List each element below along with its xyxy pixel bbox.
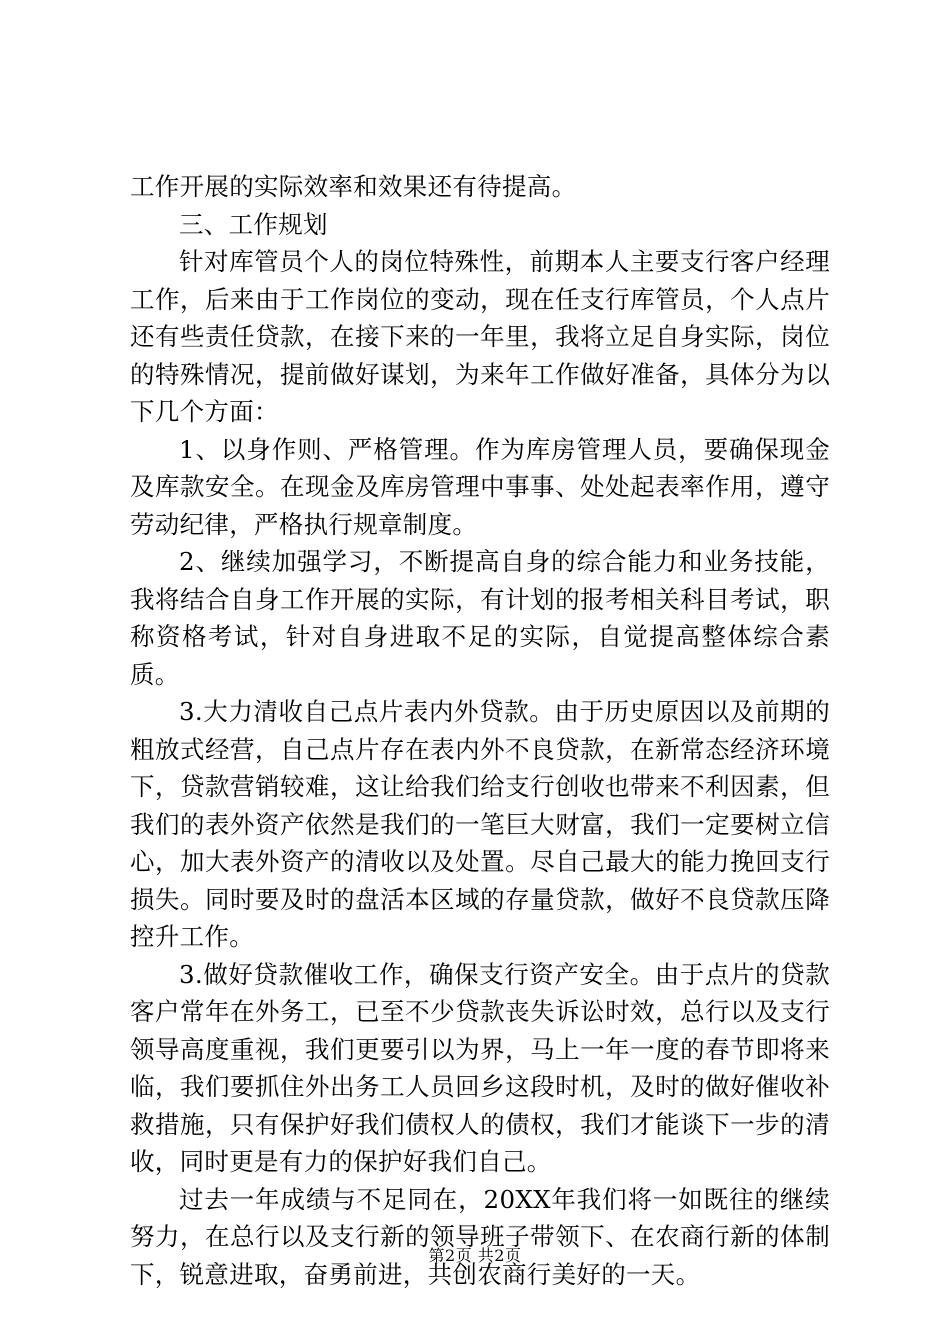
paragraph-item-3b: 3.做好贷款催收工作，确保支行资产安全。由于点片的贷款客户常年在外务工，已至不少贷款丧失诉讼时效，总行以及支行领导高度重视，我们更要引以为界，马上一年一度的春节即将来临，我们要抓住外出务工人员回乡这段时机，及时的做好催收补救措施，只有保护好我们债权人的债权，我们才能谈下一步的清收，同时更是有力的保护好我们自己。 [130, 959, 830, 1176]
paragraph-item-1: 1、以身作则、严格管理。作为库房管理人员，要确保现金及库款安全。在现金及库房管理中事事、处处起表率作用，遵守劳动纪律，严格执行规章制度。 [130, 434, 830, 539]
paragraph-item-3a: 3.大力清收自己点片表内外贷款。由于历史原因以及前期的粗放式经营，自己点片存在表内外不良贷款，在新常态经济环境下，贷款营销较难，这让给我们给支行创收也带来不利因素，但我们的表外资产依然是我们的一笔巨大财富，我们一定要树立信心，加大表外资产的清收以及处置。尽自己最大的能力挽回支行损失。同时要及时的盘活本区域的存量贷款，做好不良贷款压降控升工作。 [130, 697, 830, 951]
paragraph-item-2: 2、继续加强学习，不断提高自身的综合能力和业务技能，我将结合自身工作开展的实际，有计划的报考相关科目考试，职称资格考试，针对自身进取不足的实际，自觉提高整体综合素质。 [130, 547, 830, 689]
document-body [130, 168, 830, 1293]
paragraph-intro: 针对库管员个人的岗位特殊性，前期本人主要支行客户经理工作，后来由于工作岗位的变动，现在任支行库管员，个人点片还有些责任贷款，在接下来的一年里，我将立足自身实际，岗位的特殊情况，提前做好谋划，为来年工作做好准备，具体分为以下几个方面： [130, 247, 830, 426]
page-footer: 第2页 共2页 [428, 1246, 522, 1265]
paragraph-conclusion: 过去一年成绩与不足同在，20XX年我们将一如既往的继续努力，在总行以及支行新的领导班子带领下、在农商行新的体制下，锐意进取，奋勇前进，共创农商行美好的一天。 [130, 1184, 830, 1289]
section-heading: 三、工作规划 [179, 209, 328, 239]
paragraph-continuation: 工作开展的实际效率和效果还有待提高。 [130, 172, 577, 201]
